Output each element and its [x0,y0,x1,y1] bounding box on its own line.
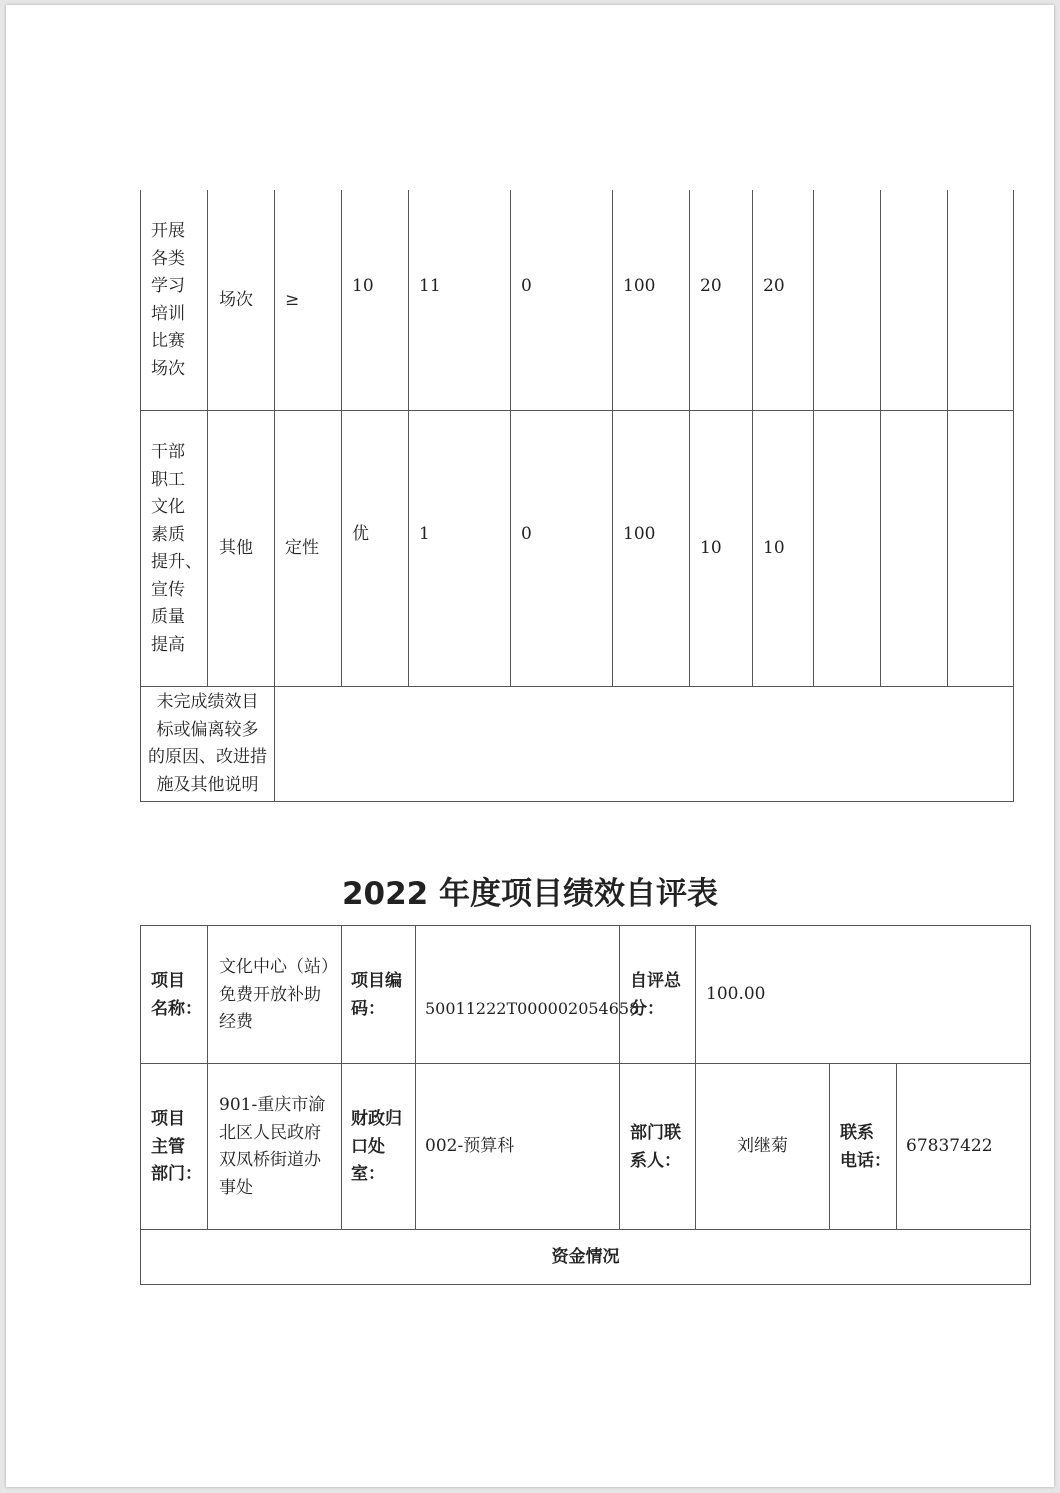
phone-label: 联系 电话： [840,1123,891,1171]
indicator-name: 干部 职工 文化 素质 提升、 宣传 质量 提高 [151,442,202,655]
indicator-score: 10 [763,538,785,558]
indicator-unit: 其他 [219,538,253,558]
finance-office-label: 财政归 口处 室： [351,1109,402,1184]
indicator-weight: 10 [700,538,722,558]
indicator-actual: 11 [419,276,441,296]
indicator-operator: ≥ [285,290,300,310]
indicator-score: 20 [763,276,785,296]
project-code-label: 项目编 码： [351,971,402,1019]
project-name-label: 项目 名称： [151,971,202,1019]
department: 901-重庆市渝 北区人民政府 双凤桥街道办 事处 [219,1095,326,1198]
self-score-label: 自评总 分： [630,971,681,1019]
indicator-name: 开展 各类 学习 培训 比赛 场次 [151,221,185,379]
indicator-operator: 定性 [285,538,319,558]
indicator-unit: 场次 [219,290,253,310]
indicator-rate: 100 [623,524,656,544]
indicator-rate: 100 [623,276,656,296]
indicator-deviation: 0 [521,524,532,544]
contact-label: 部门联 系人： [630,1123,681,1171]
self-score: 100.00 [706,984,766,1004]
indicator-actual: 1 [419,524,430,544]
contact-person: 刘继菊 [737,1136,788,1156]
project-code: 50011222T000002054658 [425,999,640,1018]
indicator-target: 优 [352,524,369,544]
funds-heading: 资金情况 [551,1247,620,1267]
finance-office: 002-预算科 [425,1136,515,1156]
phone-number: 67837422 [906,1136,993,1156]
indicator-weight: 20 [700,276,722,296]
page-title: 2022 年度项目绩效自评表 [341,876,719,912]
note-label: 未完成绩效目 标或偏离较多 的原因、改进措 施及其他说明 [148,692,267,795]
project-name: 文化中心（站） 免费开放补助 经费 [219,957,338,1032]
indicator-deviation: 0 [521,276,532,296]
indicator-target: 10 [352,276,374,296]
department-label: 项目 主管 部门： [151,1109,202,1184]
